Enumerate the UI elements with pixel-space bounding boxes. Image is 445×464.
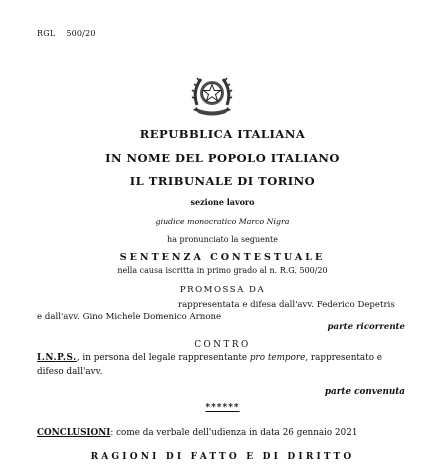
rgl-number: 500/20 — [66, 29, 96, 38]
against-line-2: difeso dall'avv. — [37, 367, 103, 377]
party-role-claimant: parte ricorrente — [327, 322, 405, 332]
separator: ****** — [205, 403, 240, 413]
promoter-second-lawyer: e dall'avv. Gino Michele Domenico Arnone — [37, 312, 222, 322]
italian-republic-emblem-icon — [187, 69, 237, 119]
against-entity: I.N.P.S. — [37, 353, 77, 363]
title-republic: REPUBBLICA ITALIANA — [139, 127, 306, 141]
party-role-defendant: parte convenuta — [324, 387, 405, 397]
title-people: IN NOME DEL POPOLO ITALIANO — [105, 151, 340, 165]
judge-line: giudice monocratico Marco Nigra — [155, 217, 290, 226]
against-text-2: , rappresentato e — [305, 353, 382, 363]
conclusions-text: : come da verbale dell'udienza in data 26 gennaio 2021 — [110, 428, 358, 438]
conclusions-line — [37, 428, 357, 438]
title-tribunal: IL TRIBUNALE DI TORINO — [129, 174, 316, 188]
against-text-1: , in persona del legale rappresentante — [76, 353, 250, 363]
conclusions-label: CONCLUSIONI — [37, 428, 111, 438]
court-section: sezione lavoro — [190, 197, 255, 207]
section-heading: RAGIONI DI FATTO E DI DIRITTO — [90, 452, 355, 462]
case-line: nella causa iscritta in primo grado al n. R.G. 500/20 — [117, 266, 328, 275]
case-number-header — [37, 29, 96, 38]
against-line-1 — [37, 353, 405, 363]
sentence-heading: SENTENZA CONTESTUALE — [119, 252, 326, 263]
against-italic: pro tempore — [249, 353, 306, 363]
promoter-represented: rappresentata e difesa dall'avv. Federico Depetris — [178, 300, 395, 310]
promoter-label: PROMOSSA DA — [179, 285, 266, 295]
rgl-label: RGL — [37, 29, 56, 38]
against-label: CONTRO — [194, 340, 251, 350]
pronounced-line: ha pronunciato la seguente — [167, 235, 278, 244]
